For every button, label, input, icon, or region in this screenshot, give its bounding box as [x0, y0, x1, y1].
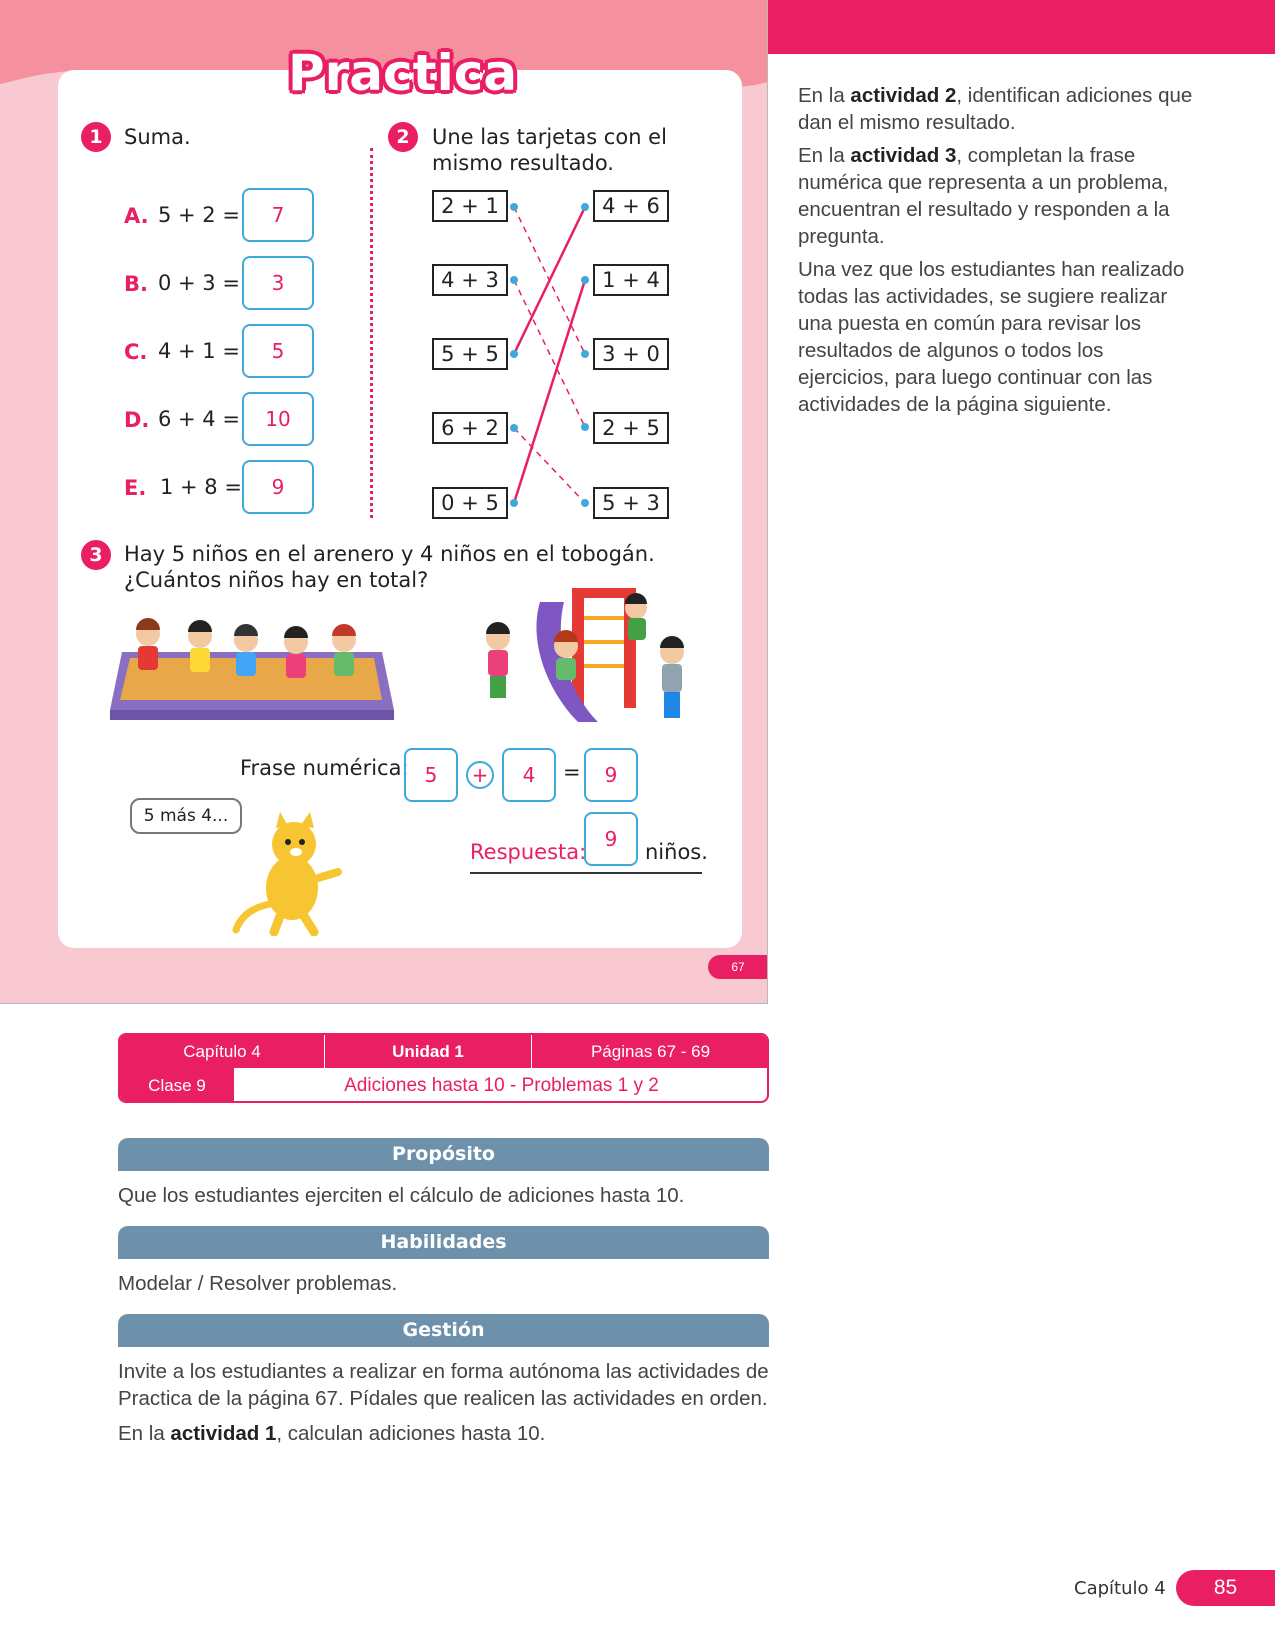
practice-title: Practica — [288, 44, 518, 102]
right-match-card[interactable]: 5 + 3 — [593, 487, 669, 519]
sum-item-answer-box: 5 — [242, 324, 314, 378]
slide-illustration — [468, 582, 704, 732]
sum-item-letter: A. — [124, 204, 149, 228]
guide-text-column — [798, 82, 1198, 424]
right-match-card[interactable]: 1 + 4 — [593, 264, 669, 296]
management-activity1-text: En la actividad 1, calculan adiciones hasta 10. — [118, 1422, 546, 1445]
phrase-term1-box: 5 — [404, 748, 458, 802]
activity-2-number: 2 — [388, 122, 418, 152]
activity-1-instruction: Suma. — [124, 125, 191, 149]
right-match-card[interactable]: 4 + 6 — [593, 190, 669, 222]
skills-text: Modelar / Resolver problemas. — [118, 1272, 398, 1295]
unit-cell: Unidad 1 — [392, 1042, 464, 1061]
footer-chapter-label: Capítulo 4 — [1074, 1578, 1166, 1599]
activity-2-instruction-line1: Une las tarjetas con el — [432, 125, 667, 149]
info-table-header-row — [120, 1035, 769, 1068]
activity-3-problem-line2: ¿Cuántos niños hay en total? — [124, 568, 429, 592]
right-match-card[interactable]: 3 + 0 — [593, 338, 669, 370]
skills-header: Habilidades — [118, 1226, 769, 1259]
management-text: Invite a los estudiantes a realizar en forma autónoma las actividades de Practica de la página 67. Pídales que realicen las actividades en orden. — [118, 1360, 769, 1410]
sum-item-letter: D. — [124, 408, 150, 432]
sum-item-expression: 1 + 8 = — [160, 475, 242, 499]
activity-3-problem-line1: Hay 5 niños en el arenero y 4 niños en el tobogán. — [124, 542, 655, 566]
left-match-card[interactable]: 0 + 5 — [432, 487, 508, 519]
answer-label: Respuesta: — [470, 840, 587, 864]
phrase-equals-sign: = — [563, 760, 581, 784]
lesson-info-table — [118, 1033, 769, 1103]
answer-box: 9 — [584, 812, 638, 866]
guide-paragraph-review: Una vez que los estudiantes han realizado todas las actividades, se sugiere realizar una puesta en común para revisar los resultados de algunos o todos los ejercicios, para luego continuar con las actividades de la página siguiente. — [798, 258, 1185, 416]
sum-item-expression: 4 + 1 = — [158, 339, 240, 363]
topic-cell: Adiciones hasta 10 - Problemas 1 y 2 — [344, 1075, 659, 1096]
purpose-text: Que los estudiantes ejerciten el cálculo de adiciones hasta 10. — [118, 1184, 685, 1207]
sum-item-letter: B. — [124, 272, 148, 296]
phrase-result-box: 9 — [584, 748, 638, 802]
left-match-card[interactable]: 6 + 2 — [432, 412, 508, 444]
left-match-card[interactable]: 5 + 5 — [432, 338, 508, 370]
student-page-number: 67 — [708, 955, 768, 979]
cat-mascot-illustration — [230, 808, 350, 936]
pages-cell: Páginas 67 - 69 — [590, 1042, 711, 1061]
sum-item-expression: 5 + 2 = — [158, 203, 240, 227]
sum-item-expression: 6 + 4 = — [158, 407, 240, 431]
phrase-term2-box: 4 — [502, 748, 556, 802]
sandbox-illustration — [108, 612, 396, 726]
purpose-header: Propósito — [118, 1138, 769, 1171]
sum-item-answer-box: 3 — [242, 256, 314, 310]
activity-2-instruction-line2: mismo resultado. — [432, 151, 614, 175]
activity-3-number: 3 — [81, 540, 111, 570]
sum-item-answer-box: 7 — [242, 188, 314, 242]
top-accent-bar — [768, 0, 1275, 54]
sum-item-answer-box: 9 — [242, 460, 314, 514]
right-match-card[interactable]: 2 + 5 — [593, 412, 669, 444]
phrase-operator-circle: + — [466, 761, 494, 789]
answer-underline — [470, 872, 702, 874]
answer-unit: niños. — [645, 840, 708, 864]
sum-item-letter: E. — [124, 476, 147, 500]
sum-item-letter: C. — [124, 340, 148, 364]
class-cell: Clase 9 — [120, 1068, 234, 1103]
guide-paragraph-activity2: En la actividad 2, identifican adiciones que dan el mismo resultado. — [798, 84, 1193, 134]
activity-1-number: 1 — [81, 122, 111, 152]
left-match-card[interactable]: 2 + 1 — [432, 190, 508, 222]
dotted-separator — [370, 148, 373, 518]
chapter-cell: Capítulo 4 — [183, 1042, 261, 1061]
number-phrase-label: Frase numérica: — [240, 756, 409, 780]
student-page-panel — [0, 0, 768, 1004]
management-header: Gestión — [118, 1314, 769, 1347]
speech-bubble: 5 más 4... — [130, 798, 242, 834]
footer-page-number: 85 — [1176, 1570, 1275, 1606]
left-match-card[interactable]: 4 + 3 — [432, 264, 508, 296]
guide-paragraph-activity3: En la actividad 3, completan la frase numérica que representa a un problema, encuentran el resultado y responden a la pregunta. — [798, 144, 1170, 248]
sum-item-answer-box: 10 — [242, 392, 314, 446]
sum-item-expression: 0 + 3 = — [158, 271, 240, 295]
